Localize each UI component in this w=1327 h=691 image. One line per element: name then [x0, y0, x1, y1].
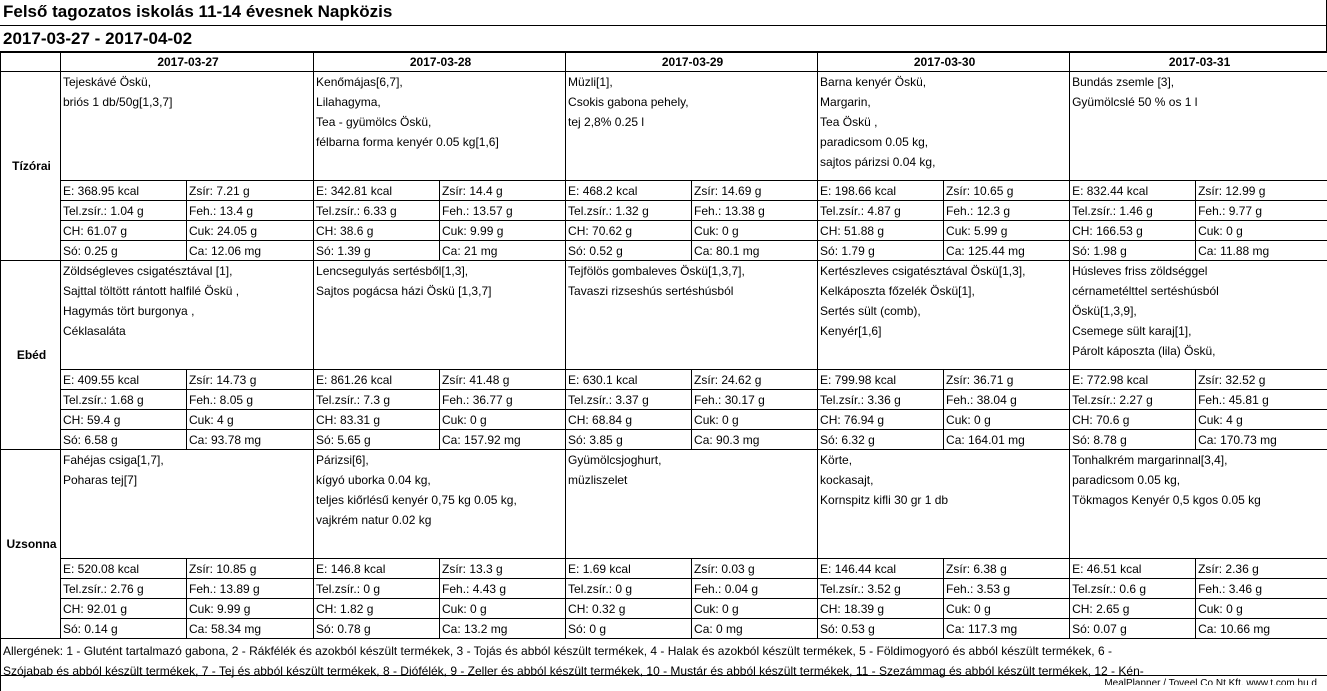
nutrition-value: Ca: 90.3 mg: [692, 430, 818, 450]
dish-line: Zöldségleves csigatésztával [1],: [63, 261, 313, 281]
nutrition-value: CH: 1.82 g: [314, 599, 440, 619]
nutrition-value: Cuk: 0 g: [440, 599, 566, 619]
dish-line: vajkrém natur 0.02 kg: [316, 510, 565, 530]
nutrition-value: Cuk: 0 g: [944, 599, 1070, 619]
nutrition-value: Tel.zsír.: 3.36 g: [818, 390, 944, 410]
nutrition-value: CH: 0.32 g: [566, 599, 692, 619]
day-header: 2017-03-27: [61, 53, 314, 72]
nutrition-value: Só: 0.52 g: [566, 241, 692, 261]
nutrition-value: E: 146.8 kcal: [314, 559, 440, 579]
nutrition-value: E: 772.98 kcal: [1070, 370, 1196, 390]
nutrition-value: CH: 92.01 g: [61, 599, 187, 619]
nutrition-value: E: 198.66 kcal: [818, 181, 944, 201]
dish-line: Margarin,: [820, 92, 1069, 112]
nutrition-value: CH: 83.31 g: [314, 410, 440, 430]
nutrition-value: Cuk: 4 g: [187, 410, 314, 430]
dish-line: Céklasaláta: [63, 321, 313, 341]
nutrition-value: Tel.zsír.: 3.52 g: [818, 579, 944, 599]
nutrition-row: [1, 221, 1327, 241]
nutrition-value: Cuk: 9.99 g: [187, 599, 314, 619]
nutrition-value: Só: 0.78 g: [314, 619, 440, 639]
dish-cell: [314, 450, 566, 559]
dish-cell: [61, 450, 314, 559]
nutrition-value: Tel.zsír.: 0.6 g: [1070, 579, 1196, 599]
nutrition-row: [1, 390, 1327, 410]
nutrition-value: Tel.zsír.: 1.68 g: [61, 390, 187, 410]
dish-line: Fahéjas csiga[1,7],: [63, 450, 313, 470]
dish-cell: [566, 72, 818, 181]
nutrition-value: Ca: 157.92 mg: [440, 430, 566, 450]
nutrition-row: [1, 181, 1327, 201]
nutrition-value: Feh.: 45.81 g: [1196, 390, 1327, 410]
dish-line: Sajtos pogácsa házi Öskü [1,3,7]: [316, 281, 565, 301]
nutrition-value: Ca: 10.66 mg: [1196, 619, 1327, 639]
nutrition-value: Cuk: 0 g: [1196, 599, 1327, 619]
dish-cell: [1070, 72, 1327, 181]
dish-cell: [1070, 450, 1327, 559]
nutrition-value: Só: 0.53 g: [818, 619, 944, 639]
meal-label: Uzsonna: [1, 450, 61, 639]
nutrition-value: CH: 70.6 g: [1070, 410, 1196, 430]
meal-dish-row: [1, 72, 1327, 181]
dish-line: Bundás zsemle [3],: [1072, 72, 1327, 92]
nutrition-value: Feh.: 3.53 g: [944, 579, 1070, 599]
meal-dish-row: [1, 450, 1327, 559]
nutrition-value: Feh.: 12.3 g: [944, 201, 1070, 221]
nutrition-value: E: 799.98 kcal: [818, 370, 944, 390]
nutrition-row: [1, 241, 1327, 261]
dish-line: Öskü[1,3,9],: [1072, 301, 1327, 321]
nutrition-value: Feh.: 4.43 g: [440, 579, 566, 599]
nutrition-value: Tel.zsír.: 2.76 g: [61, 579, 187, 599]
nutrition-value: Feh.: 13.57 g: [440, 201, 566, 221]
menu-table: [0, 52, 1327, 639]
nutrition-value: Ca: 11.88 mg: [1196, 241, 1327, 261]
nutrition-row: [1, 579, 1327, 599]
nutrition-value: Só: 6.58 g: [61, 430, 187, 450]
nutrition-value: Tel.zsír.: 3.37 g: [566, 390, 692, 410]
nutrition-value: Cuk: 9.99 g: [440, 221, 566, 241]
nutrition-value: Ca: 93.78 mg: [187, 430, 314, 450]
day-header: 2017-03-28: [314, 53, 566, 72]
nutrition-value: Zsír: 41.48 g: [440, 370, 566, 390]
meal-label: Ebéd: [1, 261, 61, 450]
nutrition-value: Ca: 117.3 mg: [944, 619, 1070, 639]
nutrition-value: Ca: 13.2 mg: [440, 619, 566, 639]
nutrition-value: E: 146.44 kcal: [818, 559, 944, 579]
dish-line: Gyümölcsjoghurt,: [568, 450, 817, 470]
nutrition-value: E: 630.1 kcal: [566, 370, 692, 390]
nutrition-value: Tel.zsír.: 4.87 g: [818, 201, 944, 221]
dish-line: Müzli[1],: [568, 72, 817, 92]
nutrition-row: [1, 201, 1327, 221]
nutrition-value: Só: 0 g: [566, 619, 692, 639]
nutrition-value: Zsír: 2.36 g: [1196, 559, 1327, 579]
nutrition-value: Cuk: 5.99 g: [944, 221, 1070, 241]
dish-cell: [566, 450, 818, 559]
nutrition-value: Feh.: 9.77 g: [1196, 201, 1327, 221]
nutrition-value: Só: 1.39 g: [314, 241, 440, 261]
dish-line: Párolt káposzta (lila) Öskü,: [1072, 341, 1327, 361]
dish-cell: [818, 72, 1070, 181]
page-title: Felső tagozatos iskolás 11-14 évesnek Napközis: [0, 0, 1327, 26]
nutrition-value: Tel.zsír.: 2.27 g: [1070, 390, 1196, 410]
nutrition-value: Só: 1.98 g: [1070, 241, 1196, 261]
nutrition-value: Tel.zsír.: 0 g: [566, 579, 692, 599]
nutrition-value: CH: 166.53 g: [1070, 221, 1196, 241]
nutrition-value: E: 368.95 kcal: [61, 181, 187, 201]
dish-line: cérnametélttel sertéshúsból: [1072, 281, 1327, 301]
nutrition-value: CH: 2.65 g: [1070, 599, 1196, 619]
nutrition-row: [1, 430, 1327, 450]
nutrition-value: Tel.zsír.: 1.46 g: [1070, 201, 1196, 221]
dish-line: kockasajt,: [820, 470, 1069, 490]
dish-cell: [314, 72, 566, 181]
nutrition-value: E: 1.69 kcal: [566, 559, 692, 579]
nutrition-value: Só: 1.79 g: [818, 241, 944, 261]
dish-cell: [61, 72, 314, 181]
corner-cell: [1, 53, 61, 72]
dish-line: Csemege sült karaj[1],: [1072, 321, 1327, 341]
dish-line: paradicsom 0.05 kg,: [1072, 470, 1327, 490]
nutrition-value: Só: 3.85 g: [566, 430, 692, 450]
dish-line: Kenyér[1,6]: [820, 321, 1069, 341]
nutrition-value: Tel.zsír.: 0 g: [314, 579, 440, 599]
dish-line: teljes kiőrlésű kenyér 0,75 kg 0.05 kg,: [316, 490, 565, 510]
dish-line: félbarna forma kenyér 0.05 kg[1,6]: [316, 132, 565, 152]
nutrition-value: CH: 70.62 g: [566, 221, 692, 241]
nutrition-value: Só: 0.25 g: [61, 241, 187, 261]
nutrition-value: Cuk: 24.05 g: [187, 221, 314, 241]
dish-line: Hagymás tört burgonya ,: [63, 301, 313, 321]
nutrition-value: Ca: 58.34 mg: [187, 619, 314, 639]
nutrition-value: E: 832.44 kcal: [1070, 181, 1196, 201]
nutrition-value: Zsír: 7.21 g: [187, 181, 314, 201]
nutrition-value: Só: 0.07 g: [1070, 619, 1196, 639]
nutrition-value: Só: 6.32 g: [818, 430, 944, 450]
nutrition-value: Zsír: 24.62 g: [692, 370, 818, 390]
nutrition-value: Zsír: 10.65 g: [944, 181, 1070, 201]
nutrition-value: Feh.: 13.38 g: [692, 201, 818, 221]
dish-line: Lilahagyma,: [316, 92, 565, 112]
nutrition-value: Zsír: 14.4 g: [440, 181, 566, 201]
nutrition-value: Feh.: 8.05 g: [187, 390, 314, 410]
dish-line: Tökmagos Kenyér 0,5 kgos 0.05 kg: [1072, 490, 1327, 510]
nutrition-value: E: 520.08 kcal: [61, 559, 187, 579]
nutrition-value: Tel.zsír.: 6.33 g: [314, 201, 440, 221]
nutrition-value: Ca: 80.1 mg: [692, 241, 818, 261]
dish-line: Tonhalkrém margarinnal[3,4],: [1072, 450, 1327, 470]
dish-line: Húsleves friss zöldséggel: [1072, 261, 1327, 281]
nutrition-value: Zsír: 14.73 g: [187, 370, 314, 390]
nutrition-value: Zsír: 32.52 g: [1196, 370, 1327, 390]
dish-cell: [818, 261, 1070, 370]
day-header: 2017-03-31: [1070, 53, 1327, 72]
dish-line: Gyümölcslé 50 % os 1 l: [1072, 92, 1327, 112]
nutrition-value: Cuk: 0 g: [944, 410, 1070, 430]
nutrition-value: Cuk: 0 g: [692, 221, 818, 241]
dish-line: tej 2,8% 0.25 l: [568, 112, 817, 132]
dish-line: sajtos párizsi 0.04 kg,: [820, 152, 1069, 172]
nutrition-value: Feh.: 30.17 g: [692, 390, 818, 410]
dish-line: paradicsom 0.05 kg,: [820, 132, 1069, 152]
nutrition-value: CH: 76.94 g: [818, 410, 944, 430]
nutrition-row: [1, 410, 1327, 430]
nutrition-value: Zsír: 36.71 g: [944, 370, 1070, 390]
dish-line: müzliszelet: [568, 470, 817, 490]
dish-line: Tea Öskü ,: [820, 112, 1069, 132]
dish-line: Sertés sült (comb),: [820, 301, 1069, 321]
nutrition-value: Zsír: 0.03 g: [692, 559, 818, 579]
dish-line: Párizsi[6],: [316, 450, 565, 470]
nutrition-value: CH: 61.07 g: [61, 221, 187, 241]
dish-line: Tejfölös gombaleves Öskü[1,3,7],: [568, 261, 817, 281]
nutrition-value: Feh.: 13.4 g: [187, 201, 314, 221]
dish-cell: [1070, 261, 1327, 370]
nutrition-value: Ca: 12.06 mg: [187, 241, 314, 261]
day-header: 2017-03-29: [566, 53, 818, 72]
dish-cell: [566, 261, 818, 370]
date-range: 2017-03-27 - 2017-04-02: [0, 26, 1327, 52]
nutrition-value: CH: 18.39 g: [818, 599, 944, 619]
dish-line: kígyó uborka 0.04 kg,: [316, 470, 565, 490]
nutrition-value: Zsír: 13.3 g: [440, 559, 566, 579]
dish-line: Tejeskávé Öskü,: [63, 72, 313, 92]
nutrition-value: Tel.zsír.: 7.3 g: [314, 390, 440, 410]
nutrition-value: CH: 59.4 g: [61, 410, 187, 430]
nutrition-value: E: 409.55 kcal: [61, 370, 187, 390]
dish-line: Barna kenyér Öskü,: [820, 72, 1069, 92]
nutrition-value: Tel.zsír.: 1.04 g: [61, 201, 187, 221]
dish-line: Körte,: [820, 450, 1069, 470]
dish-line: Poharas tej[7]: [63, 470, 313, 490]
dish-line: Csokis gabona pehely,: [568, 92, 817, 112]
dish-line: Sajttal töltött rántott halfilé Öskü ,: [63, 281, 313, 301]
day-header: 2017-03-30: [818, 53, 1070, 72]
nutrition-row: [1, 599, 1327, 619]
meal-dish-row: [1, 261, 1327, 370]
nutrition-value: Feh.: 13.89 g: [187, 579, 314, 599]
nutrition-row: [1, 619, 1327, 639]
dish-line: Tavaszi rizseshús sertéshúsból: [568, 281, 817, 301]
nutrition-value: Zsír: 6.38 g: [944, 559, 1070, 579]
nutrition-value: Cuk: 4 g: [1196, 410, 1327, 430]
nutrition-value: CH: 68.84 g: [566, 410, 692, 430]
dish-line: Kornspitz kifli 30 gr 1 db: [820, 490, 1069, 510]
nutrition-value: Ca: 125.44 mg: [944, 241, 1070, 261]
nutrition-value: E: 342.81 kcal: [314, 181, 440, 201]
dish-line: Kertészleves csigatésztával Öskü[1,3],: [820, 261, 1069, 281]
dish-cell: [314, 261, 566, 370]
nutrition-value: Feh.: 38.04 g: [944, 390, 1070, 410]
nutrition-value: CH: 51.88 g: [818, 221, 944, 241]
allergen-line: Szójabab és abból készült termékek, 7 - Tej és abból készült termékek, 8 - Diófélék, 9 - Zeller és abból készült termékek, 10 - Mustár és abból készült termékek, 11 - Szezámmag és abból készült termékek, 12 - Kén-: [3, 661, 1327, 681]
nutrition-value: Tel.zsír.: 1.32 g: [566, 201, 692, 221]
nutrition-value: Só: 8.78 g: [1070, 430, 1196, 450]
allergen-line: Allergének: 1 - Glutént tartalmazó gabona, 2 - Rákfélék és azokból készült termékek, 3 - Tojás és abból készült termékek, 4 - Halak és azokból készült termékek, 5 - Földimogyoró és abból készült termékek, 6 -: [3, 641, 1327, 661]
footer-credit-text: MealPlanner / Toveel Co Nt Kft. www.t.com.hu d: [1104, 676, 1317, 685]
dish-cell: [61, 261, 314, 370]
nutrition-value: CH: 38.6 g: [314, 221, 440, 241]
nutrition-value: Zsír: 12.99 g: [1196, 181, 1327, 201]
nutrition-value: Feh.: 36.77 g: [440, 390, 566, 410]
nutrition-value: Zsír: 14.69 g: [692, 181, 818, 201]
day-header-row: [1, 53, 1327, 72]
nutrition-value: Ca: 21 mg: [440, 241, 566, 261]
nutrition-value: Ca: 164.01 mg: [944, 430, 1070, 450]
nutrition-value: Ca: 170.73 mg: [1196, 430, 1327, 450]
nutrition-value: Cuk: 0 g: [692, 599, 818, 619]
nutrition-value: E: 861.26 kcal: [314, 370, 440, 390]
dish-line: Kelkáposzta főzelék Öskü[1],: [820, 281, 1069, 301]
dish-cell: [818, 450, 1070, 559]
nutrition-row: [1, 370, 1327, 390]
nutrition-value: Cuk: 0 g: [440, 410, 566, 430]
nutrition-value: E: 468.2 kcal: [566, 181, 692, 201]
dish-line: briós 1 db/50g[1,3,7]: [63, 92, 313, 112]
nutrition-value: Feh.: 3.46 g: [1196, 579, 1327, 599]
nutrition-row: [1, 559, 1327, 579]
nutrition-value: Só: 0.14 g: [61, 619, 187, 639]
nutrition-value: Cuk: 0 g: [692, 410, 818, 430]
nutrition-value: E: 46.51 kcal: [1070, 559, 1196, 579]
nutrition-value: Cuk: 0 g: [1196, 221, 1327, 241]
dish-line: Tea - gyümölcs Öskü,: [316, 112, 565, 132]
nutrition-value: Ca: 0 mg: [692, 619, 818, 639]
nutrition-value: Zsír: 10.85 g: [187, 559, 314, 579]
dish-line: Lencsegulyás sertésből[1,3],: [316, 261, 565, 281]
meal-label: Tízórai: [1, 72, 61, 261]
nutrition-value: Feh.: 0.04 g: [692, 579, 818, 599]
dish-line: Kenőmájas[6,7],: [316, 72, 565, 92]
nutrition-value: Só: 5.65 g: [314, 430, 440, 450]
